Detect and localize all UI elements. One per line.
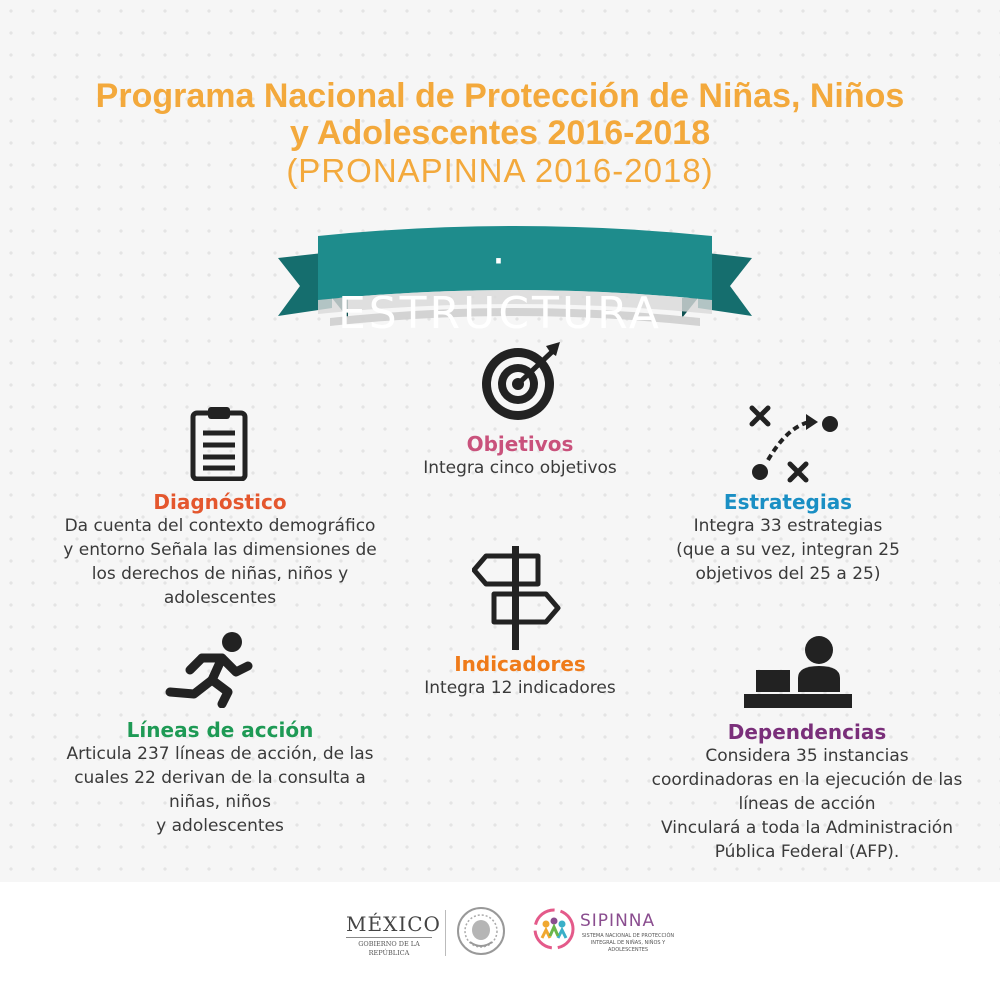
- estrategias-desc-3: objetivos del 25 a 25): [695, 564, 881, 584]
- mexico-logo-rule: [346, 937, 432, 938]
- estrategias-desc-1: Integra 33 estrategias: [693, 516, 883, 536]
- lineas-desc-1: Articula 237 líneas de acción, de las: [66, 744, 374, 764]
- objetivos-label: Objetivos: [466, 432, 574, 456]
- item-indicadores: [380, 652, 660, 700]
- item-diagnostico: [52, 490, 388, 610]
- title-line-2: y Adolescentes 2016-2018: [289, 114, 711, 152]
- item-dependencias: [632, 720, 982, 864]
- diagnostico-desc-1: Da cuenta del contexto demográfico: [64, 516, 376, 536]
- lineas-desc-2: cuales 22 derivan de la consulta a: [74, 768, 366, 788]
- target-icon: [476, 340, 566, 424]
- item-lineas-de-accion: [52, 718, 388, 838]
- person-desk-icon: [742, 634, 854, 712]
- diagnostico-desc-4: adolescentes: [163, 588, 277, 608]
- diagnostico-desc-2: y entorno Señala las dimensiones de: [63, 540, 377, 560]
- header: [0, 78, 1000, 189]
- signpost-icon: [472, 544, 562, 652]
- dependencias-desc-2: coordinadoras en la ejecución de las: [651, 770, 963, 790]
- estrategias-desc-2: (que a su vez, integran 25: [676, 540, 900, 560]
- dependencias-label: Dependencias: [727, 720, 887, 744]
- national-seal-icon: [456, 906, 506, 956]
- lineas-label: Líneas de acción: [126, 718, 314, 742]
- indicadores-label: Indicadores: [454, 652, 586, 676]
- lineas-desc-3: niñas, niños: [169, 792, 271, 812]
- sipinna-logo-icon: [532, 908, 576, 950]
- objetivos-desc-1: Integra cinco objetivos: [423, 458, 617, 478]
- strategy-play-icon: [748, 404, 842, 488]
- clipboard-icon: [190, 405, 248, 481]
- indicadores-desc-1: Integra 12 indicadores: [424, 678, 616, 698]
- item-objetivos: [380, 432, 660, 480]
- dependencias-desc-5: Pública Federal (AFP).: [714, 842, 900, 862]
- sipinna-logo-text: SIPINNA: [580, 911, 656, 931]
- mexico-logo-subtitle: GOBIERNO DE LA REPÚBLICA: [358, 940, 420, 957]
- estrategias-label: Estrategias: [723, 490, 853, 514]
- sipinna-logo-subtitle: SISTEMA NACIONAL DE PROTECCIÓN INTEGRAL DE NIÑAS, NIÑOS Y ADOLESCENTES: [581, 933, 675, 953]
- dependencias-desc-4: Vinculará a toda la Administración: [661, 818, 953, 838]
- subtitle: (PRONAPINNA 2016-2018): [286, 152, 714, 189]
- dependencias-desc-1: Considera 35 instancias: [705, 746, 909, 766]
- runner-icon: [162, 630, 254, 708]
- dependencias-desc-3: líneas de acción: [738, 794, 876, 814]
- lineas-desc-4: y adolescentes: [156, 816, 284, 836]
- banner-title: · ESTRUCTURA: [337, 236, 663, 339]
- diagnostico-label: Diagnóstico: [153, 490, 287, 514]
- mexico-logo-text: MÉXICO: [346, 912, 441, 936]
- title-line-1: Programa Nacional de Protección de Niñas, Niños: [95, 77, 905, 115]
- footer-divider: [445, 910, 446, 956]
- diagnostico-desc-3: los derechos de niñas, niños y: [91, 564, 349, 584]
- item-estrategias: [640, 490, 936, 586]
